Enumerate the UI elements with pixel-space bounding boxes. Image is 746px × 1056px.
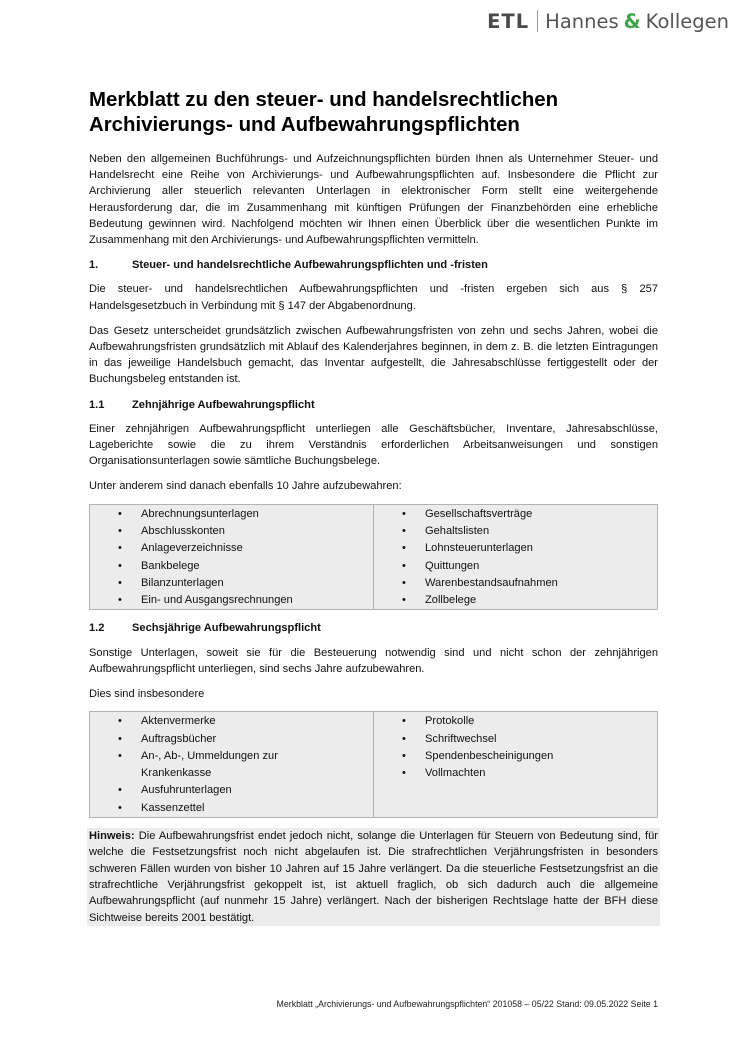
six-year-documents-table [89,711,658,818]
hint-box [87,828,660,926]
list-item: • Spendenbescheinigungen [374,748,657,765]
list-item: • Lohnsteuerunterlagen [374,540,657,557]
list-item: • Auftragsbücher [90,731,373,748]
logo-name-1: Hannes [545,9,619,33]
section-1-2-paragraph-1: Sonstige Unterlagen, soweit sie für die Besteuerung notwendig sind und nicht schon der zehnjährigen Aufbewahrungspflicht unterliegen, sind sechs Jahre aufzubewahren. [89,646,658,675]
list-item: • Vollmachten [374,765,657,782]
ten-year-documents-table [89,504,658,611]
six-year-left-column [90,712,373,817]
list-item: • Abschlusskonten [90,523,373,540]
list-item: • An-, Ab-, Ummeldungen zur Krankenkasse [90,748,373,783]
logo-divider [537,10,538,32]
title-line-1: Merkblatt zu den steuer- und handelsrechtlichen [89,89,559,111]
company-logo [487,6,729,36]
list-item: • Anlageverzeichnisse [90,540,373,557]
logo-name-2: Kollegen [645,9,729,33]
ten-year-right-column [373,505,657,610]
section-1-2-paragraph-2: Dies sind insbesondere [89,688,205,701]
list-item: • Aktenvermerke [90,713,373,730]
hint-text: Die Aufbewahrungsfrist endet jedoch nicht, solange die Unterlagen für Steuern von Bedeutung sind, für welche die Festsetzungsfrist noch nicht abgelaufen ist. Die strafrechtlichen Verjährungsfristen in besonders schweren Fällen wurden von bisher 10 Jahren auf 15 Jahre verlängert. Da die steuerliche Festsetzungsfrist an die strafrechtliche Verjährungsfrist gekoppelt ist, ist aktuell fraglich, ob sich dadurch auch die allgemeine Aufbewahrungspflicht (auf nunmehr 15 Jahre) verlängert. Nach der bisherigen Rechtslage hatte der BFH diese Sichtweise bereits 2001 bestätigt. [89,830,658,924]
title-line-2: Archivierungs- und Aufbewahrungspflichten [89,114,520,136]
section-1-paragraph-1: Die steuer- und handelsrechtlichen Aufbewahrungspflichten und -fristen ergeben sich aus § 257 Handelsgesetzbuch in Verbindung mit § 147 der Abgabenordnung. [89,283,658,312]
section-1-1-title: Zehnjährige Aufbewahrungspflicht [132,398,315,411]
section-1-heading [89,257,658,273]
section-1-1-paragraph-2: Unter anderem sind danach ebenfalls 10 Jahre aufzubewahren: [89,480,402,493]
list-item: • Bilanzunterlagen [90,575,373,592]
logo-ampersand: & [623,9,641,33]
list-item: • Abrechnungsunterlagen [90,506,373,523]
hint-label: Hinweis: [89,830,135,843]
section-1-1-paragraph-1: Einer zehnjährigen Aufbewahrungspflicht unterliegen alle Geschäftsbücher, Inventare, Jahresabschlüsse, Lageberichte sowie die zu ihrem Verständnis erforderlichen Arbeitsanweisungen und sonstigen Organisationsunterlagen sowie sämtliche Buchungsbelege. [89,422,658,468]
list-item: • Ein- und Ausgangsrechnungen [90,592,373,609]
section-1-2-title: Sechsjährige Aufbewahrungspflicht [132,622,321,635]
list-item: • Ausfuhrunterlagen [90,782,373,799]
section-1-2-number: 1.2 [89,622,105,635]
list-item: • Protokolle [374,713,657,730]
list-item: • Bankbelege [90,558,373,575]
list-item: • Zollbelege [374,592,657,609]
section-1-title: Steuer- und handelsrechtliche Aufbewahrungspflichten und -fristen [132,259,488,272]
list-item: • Gesellschaftsverträge [374,506,657,523]
section-1-number: 1. [89,259,99,272]
list-item: • Schriftwechsel [374,731,657,748]
intro-paragraph: Neben den allgemeinen Buchführungs- und Aufzeichnungspflichten bürden Ihnen als Unternehmer Steuer- und Handelsrecht eine Reihe von Archivierungs- und Aufbewahrungspflichten auf. Insbesondere die Pflicht zur Archivierung aller steuerlich relevanten Unterlagen in elektronischer Form stellt eine weitergehende Herausforderung dar, die im Zusammenhang mit künftigen Prüfungen der Finanzbehörden eine erhebliche Bedeutung gewinnen wird. Nachfolgend möchten wir Ihnen einen Überblick über die wesentlichen Punkte im Zusammenhang mit den Archivierungs- und Aufbewahrungspflichten vermitteln. [89,153,658,247]
section-1-1-heading [89,397,658,413]
list-item: • Quittungen [374,558,657,575]
section-1-2-heading [89,620,658,636]
document-body [89,88,658,926]
logo-etl: ETL [487,9,530,33]
section-1-paragraph-2: Das Gesetz unterscheidet grundsätzlich zwischen Aufbewahrungsfristen von zehn und sechs Jahren, wobei die Aufbewahrungsfristen grundsätzlich mit Ablauf des Kalenderjahres beginnen, in dem z. B. die letzten Eintragungen in das jeweilige Handelsbuch gemacht, das Inventar aufgestellt, die Jahresabschlüsse fertiggestellt oder der Buchungsbeleg entstanden ist. [89,324,658,386]
section-1-1-number: 1.1 [89,398,105,411]
list-item: • Kassenzettel [90,800,373,817]
ten-year-left-column [90,505,373,610]
list-item: • Gehaltslisten [374,523,657,540]
six-year-right-column [373,712,657,817]
page-footer: Merkblatt „Archivierungs- und Aufbewahrungspflichten“ 201058 – 05/22 Stand: 09.05.2022 Seite 1 [276,999,658,1009]
list-item: • Warenbestandsaufnahmen [374,575,657,592]
document-title [89,88,658,138]
